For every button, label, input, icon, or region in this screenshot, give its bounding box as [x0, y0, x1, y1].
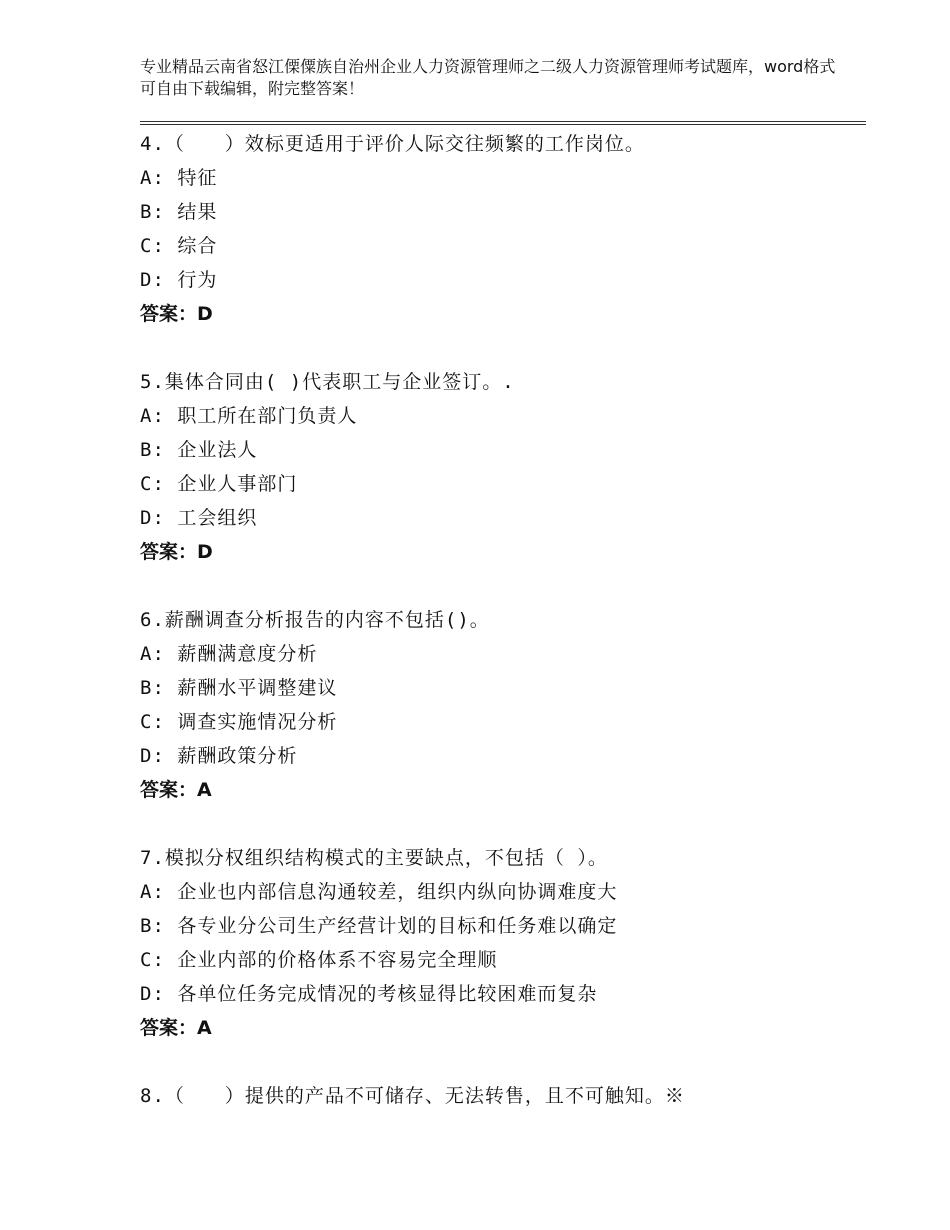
question-stem: 4.（ ）效标更适用于评价人际交往频繁的工作岗位。: [140, 133, 645, 155]
option-d: D: 各单位任务完成情况的考核显得比较困难而复杂: [140, 983, 598, 1005]
option-b: B: 结果: [140, 201, 218, 223]
option-d: D: 行为: [140, 269, 218, 291]
option-b: B: 各专业分公司生产经营计划的目标和任务难以确定: [140, 915, 618, 937]
question-list: [140, 127, 866, 1113]
option-c: C: 调查实施情况分析: [140, 711, 338, 733]
question-stem: 8.（ ）提供的产品不可储存、无法转售，且不可触知。※: [140, 1085, 685, 1107]
question-stem: 5.集体合同由( )代表职工与企业签订。.: [140, 371, 515, 393]
option-d: D: 薪酬政策分析: [140, 745, 298, 767]
option-a: A: 企业也内部信息沟通较差，组织内纵向协调难度大: [140, 881, 618, 903]
option-d: D: 工会组织: [140, 507, 258, 529]
document-header: 专业精品云南省怒江傈僳族自治州企业人力资源管理师之二级人力资源管理师考试题库，word格式可自由下载编辑，附完整答案！: [140, 57, 836, 98]
question-stem: 7.模拟分权组织结构模式的主要缺点，不包括（ ）。: [140, 847, 608, 869]
question-7: [140, 841, 866, 1045]
option-a: A: 薪酬满意度分析: [140, 643, 318, 665]
option-c: C: 企业内部的价格体系不容易完全理顺: [140, 949, 498, 971]
question-6: [140, 603, 866, 807]
answer-label: 答案：A: [140, 1017, 212, 1039]
option-c: C: 企业人事部门: [140, 473, 298, 495]
answer-label: 答案：D: [140, 303, 213, 325]
option-c: C: 综合: [140, 235, 218, 257]
question-8: [140, 1079, 866, 1113]
question-stem: 6.薪酬调查分析报告的内容不包括()。: [140, 609, 490, 631]
option-a: A: 特征: [140, 167, 218, 189]
option-b: B: 薪酬水平调整建议: [140, 677, 338, 699]
answer-label: 答案：A: [140, 779, 212, 801]
option-a: A: 职工所在部门负责人: [140, 405, 358, 427]
answer-label: 答案：D: [140, 541, 213, 563]
header-divider: [140, 121, 866, 125]
option-b: B: 企业法人: [140, 439, 258, 461]
question-5: [140, 365, 866, 569]
question-4: [140, 127, 866, 331]
